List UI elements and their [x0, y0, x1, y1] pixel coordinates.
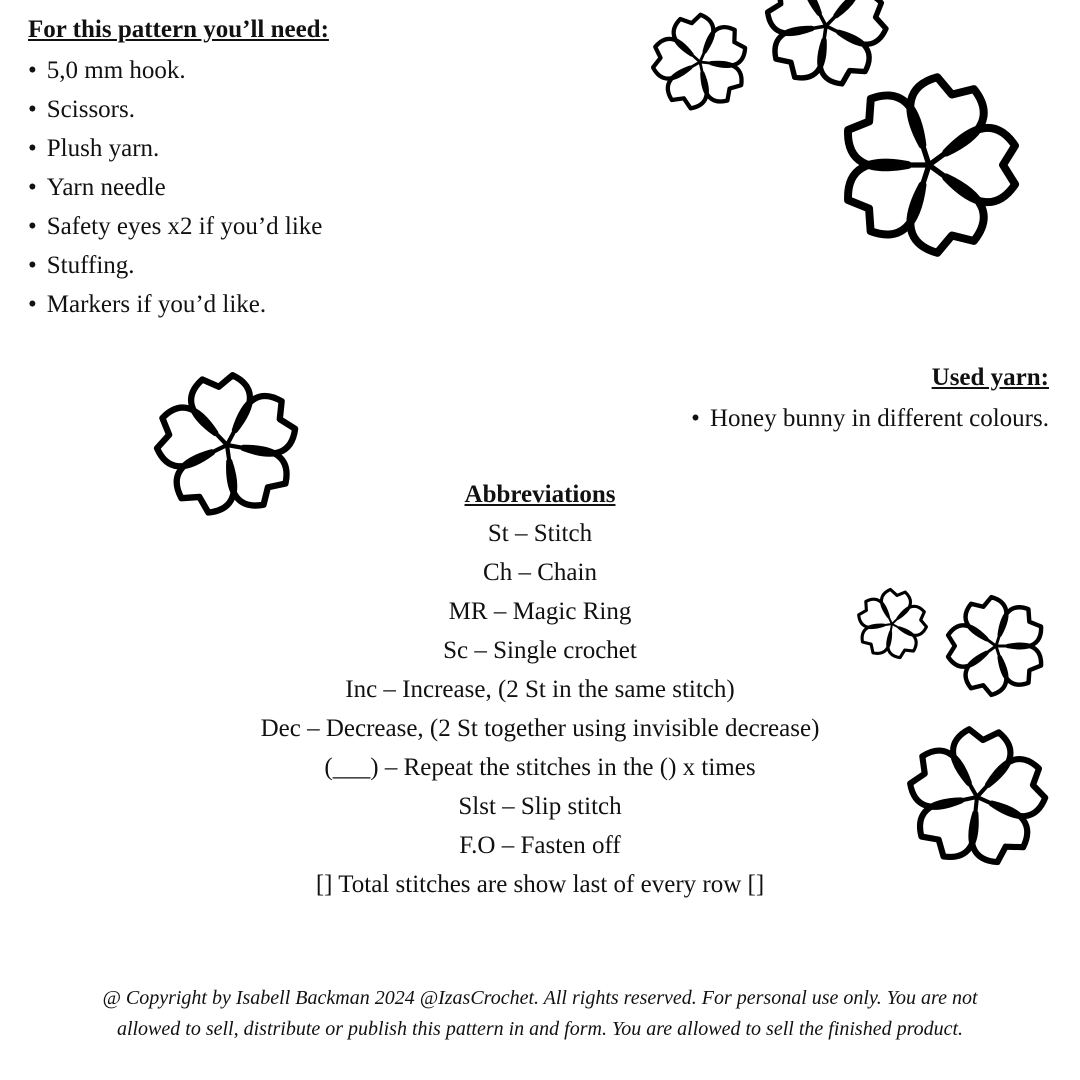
- abbreviation-item: Sc – Single crochet: [443, 637, 637, 664]
- list-item: • 5,0 mm hook.: [28, 54, 322, 93]
- list-item: • Safety eyes x2 if you’d like: [28, 210, 322, 249]
- abbreviation-item: Dec – Decrease, (2 St together using invisible decrease): [260, 715, 820, 742]
- cherry-blossom-icon: [648, 10, 752, 114]
- copyright-line: @ Copyright by Isabell Backman 2024 @IzasCrochet. All rights reserved. For personal use only. You are not: [102, 987, 978, 1009]
- abbreviation-item: St – Stitch: [487, 520, 593, 547]
- cherry-blossom-icon: [902, 722, 1052, 872]
- cherry-blossom-icon: [150, 368, 304, 522]
- list-item: • Markers if you’d like.: [28, 288, 322, 327]
- needs-heading: For this pattern you’ll need:: [28, 16, 329, 43]
- used-yarn-list: [691, 402, 1049, 436]
- abbreviation-item: Slst – Slip stitch: [458, 793, 622, 820]
- list-item: • Scissors.: [28, 93, 322, 132]
- abbreviation-item: F.O – Fasten off: [459, 832, 621, 859]
- cherry-blossom-icon: [832, 68, 1026, 262]
- used-yarn-heading: Used yarn:: [931, 364, 1049, 391]
- abbreviation-item: [] Total stitches are show last of every row []: [315, 871, 765, 898]
- needs-list: [28, 54, 322, 327]
- abbreviation-item: (___) – Repeat the stitches in the () x times: [324, 754, 756, 781]
- cherry-blossom-icon: [942, 592, 1050, 700]
- list-item: • Stuffing.: [28, 249, 322, 288]
- list-item: • Honey bunny in different colours.: [691, 402, 1049, 436]
- list-item: • Yarn needle: [28, 171, 322, 210]
- abbreviations-heading-text: Abbreviations: [464, 481, 616, 508]
- copyright-line: allowed to sell, distribute or publish this pattern in and form. You are allowed to sell the finished product.: [116, 1018, 964, 1040]
- cherry-blossom-icon: [854, 586, 930, 662]
- copyright-notice: [40, 983, 1040, 1045]
- abbreviation-item: MR – Magic Ring: [448, 598, 632, 625]
- abbreviation-item: Inc – Increase, (2 St in the same stitch): [345, 676, 735, 703]
- abbreviation-item: Ch – Chain: [483, 559, 597, 586]
- list-item: • Plush yarn.: [28, 132, 322, 171]
